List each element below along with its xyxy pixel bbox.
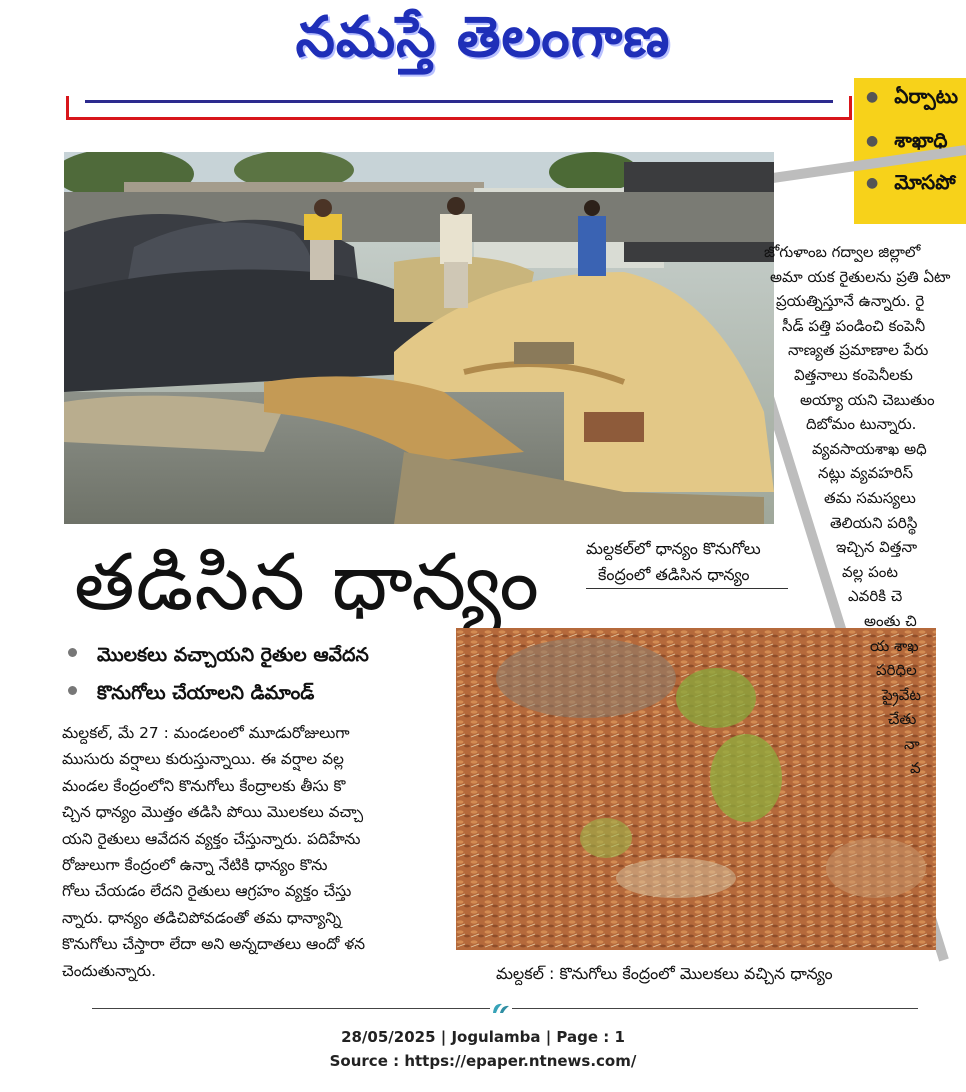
body-line: మండల కేంద్రంలోని కొనుగోలు కేంద్రాలకు తీసు కొ bbox=[62, 776, 346, 795]
right-line: అయ్యా యని చెబుతుం bbox=[800, 390, 935, 409]
right-line: వ్యవసాయశాఖ అధి bbox=[812, 439, 927, 458]
right-line: తమ సమస్యలు bbox=[824, 488, 916, 507]
sidebar-line: ● ఏర్పాటు bbox=[866, 84, 958, 113]
leaf-logo-icon bbox=[490, 1000, 512, 1014]
body-line: కొనుగోలు చేస్తారా లేదా అని అన్నదాతలు ఆందో ళన bbox=[62, 935, 366, 954]
right-line: నట్లు వ్యవహరిస్ bbox=[818, 464, 914, 483]
right-line: అంతు చి bbox=[864, 611, 917, 630]
subhead-text: మొలకలు వచ్చాయని రైతుల ఆవేదన bbox=[97, 644, 369, 666]
body-line: యని రైతులు ఆవేదన వ్యక్తం చేస్తున్నారు. పదిహేను bbox=[62, 829, 361, 848]
body-line: రోజులుగా కేంద్రంలో ఉన్నా నేటికి ధాన్యం కొను bbox=[62, 856, 328, 875]
right-line: ఇచ్చిన విత్తనా bbox=[836, 538, 918, 557]
subhead-bullet bbox=[68, 644, 369, 671]
body-line: గోలు చేయడం లేదని రైతులు ఆగ్రహం వ్యక్తం చేస్తు bbox=[62, 882, 352, 901]
top-border-frame bbox=[66, 96, 852, 120]
body-line: చ్చిన ధాన్యం మొత్తం తడిసి పోయి మొలకలు వచ్చా bbox=[62, 803, 364, 822]
right-line: నాణ్యత ప్రమాణాల పేరు bbox=[788, 341, 929, 360]
right-line: సీడ్ పత్తి పండించి కంపెనీ bbox=[782, 316, 926, 335]
adjacent-article-text bbox=[760, 240, 966, 781]
right-line: అమా యక రైతులను ప్రతి ఏటా bbox=[770, 267, 951, 286]
photo-wet-grain-heaps bbox=[64, 152, 774, 524]
right-line: ప్రయత్నిస్తూనే ఉన్నారు. రై bbox=[776, 292, 925, 311]
body-line: మల్దకల్, మే 27 : మండలంలో మూడురోజులుగా bbox=[62, 724, 350, 742]
sidebar-highlight-box bbox=[854, 78, 966, 224]
body-line: చెందుతున్నారు. bbox=[62, 961, 156, 980]
bullet-icon bbox=[68, 686, 77, 695]
photo-caption-bottom: మల్దకల్ : కొనుగోలు కేంద్రంలో మొలకలు వచ్చిన ధాన్యం bbox=[496, 964, 833, 983]
right-line: వల్ల పంట bbox=[842, 562, 898, 581]
bullet-icon bbox=[68, 648, 77, 657]
right-line: తెలియని పరిస్థి bbox=[830, 513, 918, 532]
right-line: పరిధిల bbox=[876, 661, 917, 680]
sidebar-line: ● మోసపో bbox=[866, 170, 956, 199]
subhead-text: కొనుగోలు చేయాలని డిమాండ్ bbox=[97, 682, 315, 704]
blue-rule bbox=[85, 100, 833, 103]
right-line: దిబోమం టున్నారు. bbox=[806, 415, 917, 434]
subhead-bullet bbox=[68, 682, 314, 709]
photo-wet-grain-art bbox=[64, 152, 774, 524]
caption-line: మల్దకల్‌లో ధాన్యం కొనుగోలు bbox=[586, 539, 761, 558]
right-line: విత్తనాలు కంపెనీలకు bbox=[794, 365, 913, 384]
article-headline: తడిసిన ధాన్యం bbox=[74, 538, 540, 628]
right-line: య శాఖ bbox=[870, 636, 919, 655]
footer-dateline: 28/05/2025 | Jogulamba | Page : 1 bbox=[341, 1028, 625, 1046]
masthead bbox=[0, 0, 966, 78]
right-line: ప్రైవేట bbox=[882, 685, 921, 704]
right-line: నా bbox=[904, 734, 920, 753]
right-line: చేతు bbox=[888, 710, 917, 729]
right-line: వ bbox=[910, 759, 921, 778]
newspaper-title: నమస్తే తెలంగాణ bbox=[295, 4, 671, 70]
leaf-logo-svg bbox=[490, 1001, 512, 1015]
right-line: ఎవరికి చె bbox=[848, 587, 903, 606]
sidebar-line: ● శాఖాధి bbox=[866, 128, 948, 157]
body-line: న్నారు. ధాన్యం తడిచిపోవడంతో తమ ధాన్యాన్ని bbox=[62, 908, 342, 927]
footer-source: Source : https://epaper.ntnews.com/ bbox=[329, 1052, 637, 1070]
caption-line: కేంద్రంలో తడిసిన ధాన్యం bbox=[586, 562, 788, 589]
article-body bbox=[62, 720, 418, 984]
body-line: ముసురు వర్షాలు కురుస్తున్నాయి. ఈ వర్షాల వల్ల bbox=[62, 750, 344, 769]
right-line: జోగుళాంబ గద్వాల జిల్లాలో bbox=[764, 243, 921, 261]
